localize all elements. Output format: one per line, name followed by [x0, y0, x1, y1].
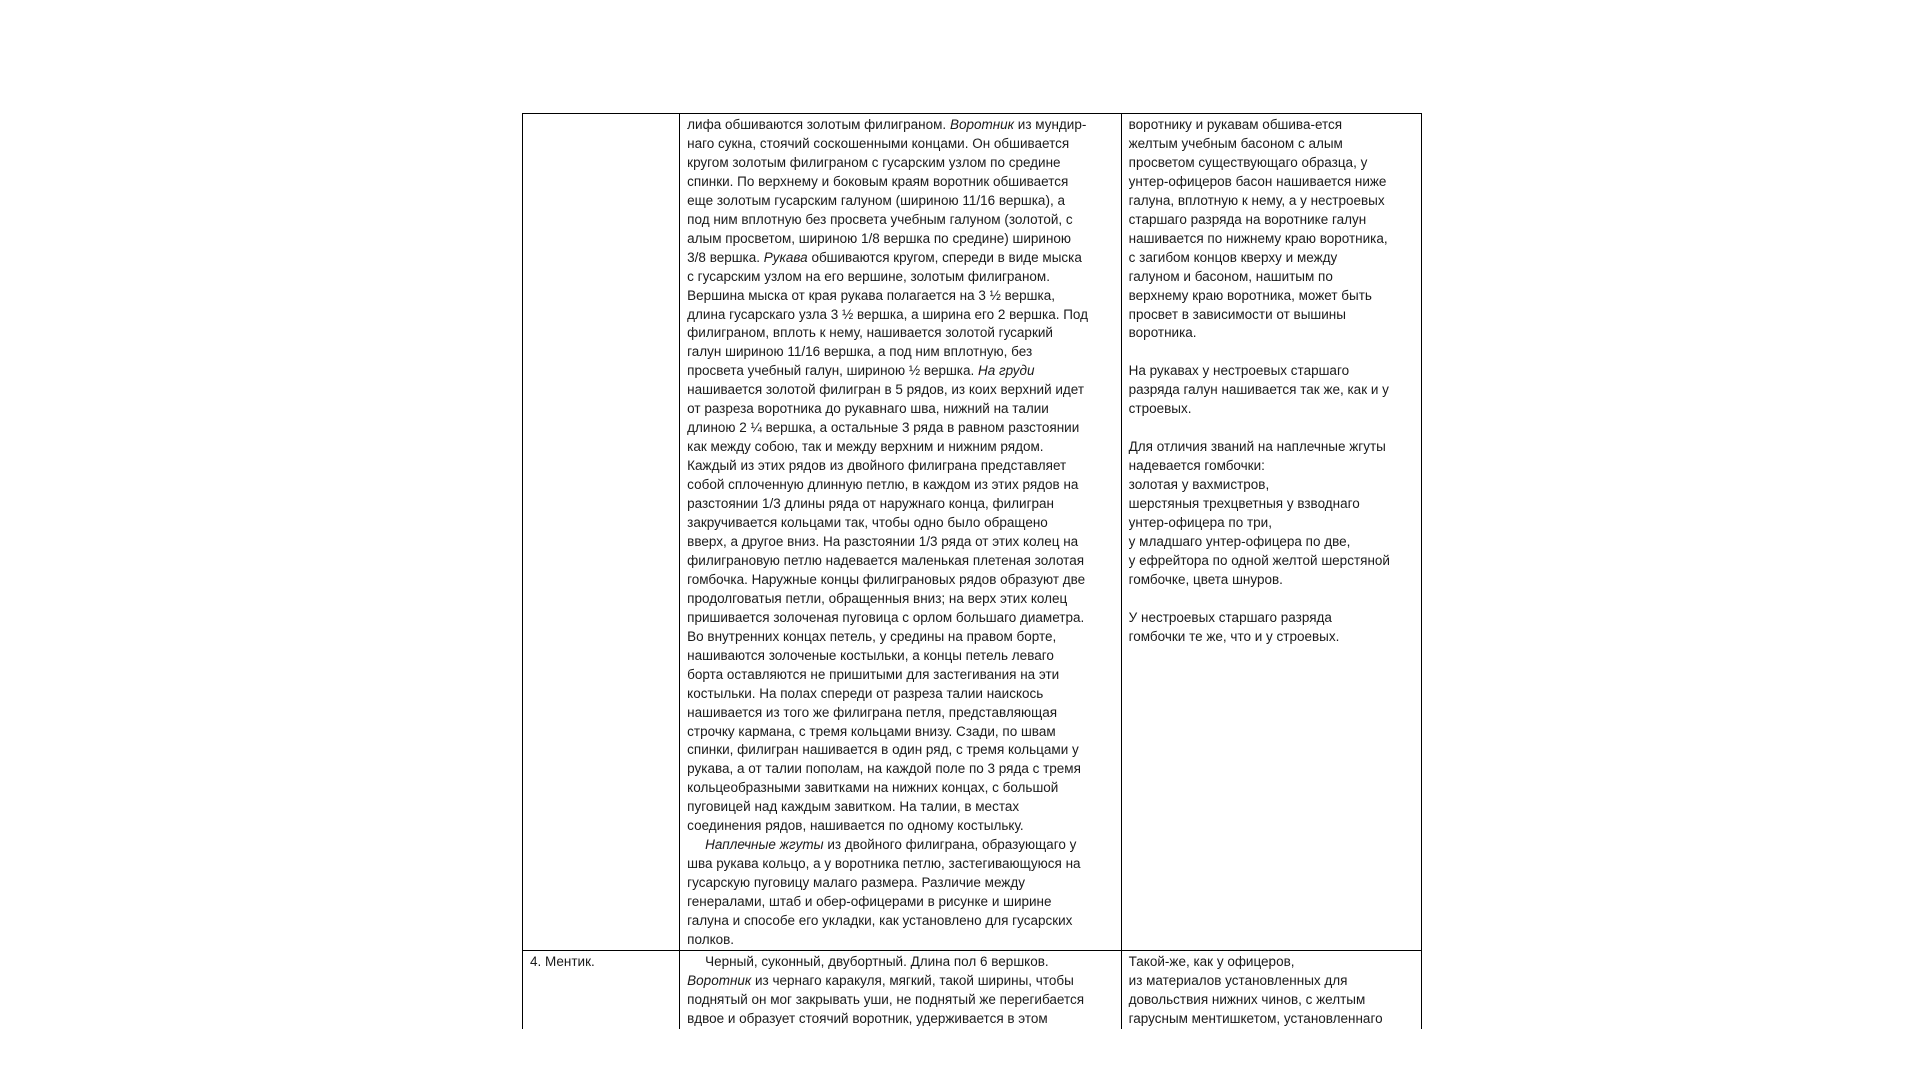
text-segment: Во внутренних концах петель, у средины на правом борте, [687, 628, 1057, 644]
text-line [687, 628, 1113, 647]
text-line [687, 912, 1113, 931]
text-segment: Вершина мыска от края рукава полагается на 3 ½ вершка, [687, 287, 1055, 303]
text-segment: из мундир- [1014, 117, 1087, 132]
text-segment: полков. [687, 931, 735, 947]
description-cell [680, 950, 1121, 1028]
note-line: верхнему краю воротника, может быть [1128, 287, 1372, 303]
text-segment: вверх, а другое вниз. На разстоянии 1/3 ряда от этих колец на [687, 533, 1079, 549]
text-line [687, 514, 1113, 533]
note-line: воротника. [1128, 325, 1197, 341]
text-line [687, 211, 1113, 230]
note-line: у ефрейтора по одной желтой шерстяной [1128, 552, 1390, 568]
emphasis-text: Рукава [763, 249, 808, 265]
text-segment: с гусарским узлом на его вершине, золотым филиграном. [687, 268, 1050, 284]
note-line: На рукавах у нестроевых старшаго [1128, 363, 1350, 379]
emphasis-text: На груди [978, 363, 1035, 379]
text-segment: галун шириною 11/16 вершка, а под ним вплотную, без [687, 344, 1033, 360]
note-line: унтер-офицера по три, [1128, 514, 1272, 530]
text-line [687, 760, 1113, 779]
text-line [687, 533, 1113, 552]
note-line [1129, 343, 1414, 362]
text-line [687, 931, 1113, 950]
text-segment: филиграном, вплоть к нему, нашивается золотой гусаркий [687, 325, 1053, 341]
text-line [687, 609, 1113, 628]
text-line [687, 173, 1113, 192]
text-segment: филиграновую петлю надевается маленькая плетеная золотая [687, 552, 1085, 568]
note-line [1129, 590, 1414, 609]
text-line [687, 135, 1113, 154]
text-line [687, 362, 1113, 381]
text-segment: 3/8 вершка. [687, 249, 764, 265]
text-segment: алым просветом, шириною 1/8 вершка по средине) шириною [687, 230, 1072, 246]
text-segment: спинки. По верхнему и боковым краям воротник обшивается [687, 173, 1069, 189]
text-line [687, 1010, 1113, 1029]
note-line: старшаго разряда на воротнике галун [1128, 211, 1367, 227]
text-segment: пуговицей над каждым завитком. На талии, в местах [687, 799, 1020, 815]
text-segment: наго сукна, стоячий соскошенными концами. Он обшивается [687, 135, 1070, 151]
text-line [687, 647, 1113, 666]
note-line: галуном и басоном, нашитым по [1128, 268, 1333, 284]
note-line: шерстяныя трехцветныя у взводнаго [1128, 496, 1360, 512]
text-segment: кругом золотым филиграном с гусарским узлом по средине [687, 154, 1061, 170]
note-line: желтым учебным басоном с алым [1128, 135, 1343, 151]
text-segment: еще золотым гусарским галуном (шириною 11/16 вершка), а [687, 192, 1065, 208]
text-line [687, 230, 1113, 249]
text-segment: борта оставляются не пришитыми для застегивания на эти [687, 666, 1060, 682]
text-segment: кольцеобразными завитками на нижних концах, с большой [687, 780, 1059, 796]
text-line [687, 704, 1113, 723]
text-line [687, 249, 1113, 268]
uniform-description-table [522, 113, 1422, 1029]
text-line [687, 685, 1113, 704]
text-line [687, 268, 1113, 287]
text-segment: пришивается золоченая пуговица с орлом большаго диаметра. [687, 609, 1085, 625]
text-segment: длиною 2 ¼ вершка, а остальные 3 ряда в равном разстоянии [687, 420, 1080, 436]
text-line [687, 419, 1113, 438]
text-segment: обшиваются кругом, спереди в виде мыска [807, 249, 1082, 265]
text-line [687, 874, 1113, 893]
note-line: воротнику и рукавам обшива-ется [1128, 117, 1343, 132]
text-line [687, 571, 1113, 590]
text-line [687, 495, 1113, 514]
text-segment: соединения рядов, нашивается по одному костыльку. [687, 818, 1024, 834]
note-line: У нестроевых старшаго разряда [1128, 609, 1332, 625]
text-segment: спинки, филигран нашивается в один ряд, с тремя кольцами у [687, 742, 1079, 758]
text-line [687, 287, 1113, 306]
text-line [687, 855, 1113, 874]
text-segment: разстоянии 1/3 длины ряда от наружнаго конца, филигран [687, 496, 1054, 512]
text-segment: гомбочка. Наружные концы филиграновых рядов образуют две [687, 571, 1086, 587]
text-line [687, 343, 1113, 362]
text-line [687, 798, 1113, 817]
text-segment: строчку кармана, с тремя кольцами внизу. Сзади, по швам [687, 723, 1056, 739]
text-line [687, 836, 1113, 855]
item-label-cell [523, 950, 680, 1028]
text-segment: вдвое и образует стоячий воротник, удерживается в этом [687, 1010, 1048, 1026]
text-segment: генералами, штаб и обер-офицерами в рисунке и ширине [687, 894, 1052, 910]
text-segment: продолговатыя петли, обращенныя вниз; на верх этих колец [687, 590, 1068, 606]
text-line [687, 154, 1113, 173]
text-segment: собой сплоченную длинную петлю, в каждом из этих рядов на [687, 477, 1079, 493]
text-segment: костыльки. На полах спереди от разреза талии наискось [687, 685, 1044, 701]
note-line [1129, 419, 1414, 438]
text-segment: лифа обшиваются золотым филиграном. [687, 117, 950, 132]
text-segment: от разреза воротника до рукавнаго шва, нижний на талии [687, 401, 1049, 417]
text-line [687, 192, 1113, 211]
text-line [687, 400, 1113, 419]
note-line: Такой-же, как у офицеров, [1128, 953, 1295, 969]
text-line [687, 438, 1113, 457]
text-line [687, 381, 1113, 400]
text-line [687, 741, 1113, 760]
emphasis-text: Воротник [949, 117, 1015, 132]
table-row [523, 950, 1422, 1028]
note-line: гарусным ментишкетом, установленнаго [1128, 1010, 1383, 1026]
text-line [687, 116, 1113, 135]
text-line [687, 779, 1113, 798]
item-label-cell [523, 114, 680, 951]
text-segment: просвета учебный галун, шириною ½ вершка. [687, 363, 979, 379]
note-line: надевается гомбочки: [1128, 458, 1265, 474]
table-row [523, 114, 1422, 951]
text-line [687, 552, 1113, 571]
text-segment: нашивается золотой филигран в 5 рядов, из коих верхний идет [687, 382, 1085, 398]
text-segment: закручивается кольцами так, чтобы одно было обращено [687, 515, 1048, 531]
note-line: из материалов установленных для [1128, 972, 1348, 988]
text-segment: нашивается из того же филиграна петля, представляющая [687, 704, 1058, 720]
note-line: просвет в зависимости от вышины [1128, 306, 1346, 322]
note-line: нашивается по нижнему краю воротника, [1128, 230, 1388, 246]
note-line: золотая у вахмистров, [1128, 477, 1270, 493]
emphasis-text: Воротник [687, 972, 752, 988]
note-line: унтер-офицеров басон нашивается ниже [1128, 173, 1387, 189]
text-segment: Каждый из этих рядов из двойного филиграна представляет [687, 458, 1067, 474]
text-line [687, 817, 1113, 836]
text-segment: шва рукава кольцо, а у воротника петлю, застегивающуюся на [687, 856, 1081, 872]
text-line [687, 953, 1113, 972]
note-line: у младшаго унтер-офицера по две, [1128, 533, 1351, 549]
note-line: Для отличия званий на наплечные жгуты [1128, 439, 1386, 455]
text-line [687, 590, 1113, 609]
note-line: с загибом концов кверху и между [1128, 249, 1338, 265]
note-line: разряда галун нашивается так же, как и у [1128, 382, 1389, 398]
text-line [687, 991, 1113, 1010]
text-line [687, 666, 1113, 685]
notes-cell [1121, 114, 1421, 951]
text-line [687, 476, 1113, 495]
text-segment: из чернаго каракуля, мягкий, такой ширины, чтобы [751, 972, 1074, 988]
text-line [687, 306, 1113, 325]
text-line [687, 723, 1113, 742]
text-segment: как между собою, так и между верхним и нижним рядом. [687, 439, 1044, 455]
text-segment: галуна и способе его укладки, как установлено для гусарских [687, 913, 1073, 929]
note-line: строевых. [1128, 401, 1192, 417]
text-segment: под ним вплотную без просвета учебным галуном (золотой, с [687, 211, 1073, 227]
description-cell [680, 114, 1121, 951]
text-line [687, 972, 1113, 991]
text-segment: из двойного филиграна, образующаго у [823, 837, 1077, 853]
item-label [530, 116, 672, 135]
item-label: 4. Ментик. [530, 953, 595, 969]
text-line [687, 457, 1113, 476]
note-line: гомбочке, цвета шнуров. [1128, 571, 1283, 587]
text-segment: Черный, суконный, двубортный. Длина пол 6 вершков. [705, 953, 1049, 969]
note-line: гомбочки те же, что и у строевых. [1128, 628, 1340, 644]
notes-cell [1121, 950, 1421, 1028]
text-segment: рукава, а от талии пополам, на каждой поле по 3 ряда с тремя [687, 761, 1081, 777]
text-line [687, 324, 1113, 343]
text-line [687, 893, 1113, 912]
text-segment: нашиваются золоченые костыльки, а концы петель леваго [687, 647, 1054, 663]
text-segment: поднятый он мог закрывать уши, не поднятый же перегибается [687, 991, 1085, 1007]
note-line: довольствия нижних чинов, с желтым [1128, 991, 1366, 1007]
note-line: просветом существующаго образца, у [1128, 154, 1368, 170]
text-segment: гусарскую пуговицу малаго размера. Различие между [687, 875, 1025, 891]
emphasis-text: Наплечные жгуты [705, 837, 824, 853]
text-segment: длина гусарскаго узла 3 ½ вершка, а ширина его 2 вершка. Под [687, 306, 1089, 322]
note-line: галуна, вплотную к нему, а у нестроевых [1128, 192, 1385, 208]
